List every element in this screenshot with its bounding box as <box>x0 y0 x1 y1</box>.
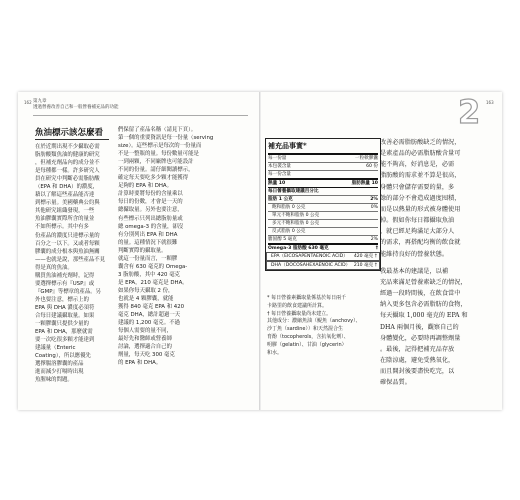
facts-row <box>268 243 378 252</box>
text-line: 的 EPA 和 DHA。 <box>118 360 162 367</box>
text-line: 建議量（Enteric <box>35 345 76 352</box>
facts-row-label: 單元不飽和脂肪 0 公克 <box>272 212 320 218</box>
facts-row-value: 210 毫克 † <box>353 262 377 268</box>
facts-row <box>268 195 378 203</box>
text-line: 脂肪酸類魚油的健康的研究 <box>35 152 100 159</box>
facts-row <box>266 261 380 270</box>
facts-row <box>268 219 378 227</box>
facts-row-value: † <box>375 245 378 251</box>
middle-column-text <box>118 126 214 367</box>
text-line: 一顆膠囊只提供少量的 <box>35 321 89 328</box>
text-line: 要選擇標示有『USP』或 <box>35 280 95 287</box>
facts-row-label: Omega-3 脂肪酸 630 毫克 <box>268 245 329 251</box>
text-line: 沙丁魚（sardine））和天然混合生 <box>267 326 343 333</box>
text-line: 每天攝取 1,000 毫克的 EPA 和 <box>380 312 468 320</box>
text-line: 『GMP』等標章的產品。另 <box>35 288 101 295</box>
text-line: 一到兩顆，不同廠牌也可能設計 <box>118 159 194 166</box>
text-line: 其他成分：濃縮魚油（鯷魚（anchovy）、 <box>267 318 361 325</box>
text-line: 如果你每天攝取 2 份， <box>118 287 174 294</box>
text-line: EPA 和 DHA，那麼就需 <box>35 329 93 336</box>
text-line: ，就已經足夠滿足大部分人 <box>380 228 455 236</box>
facts-row <box>268 187 378 195</box>
text-line: 劑量，每天吃 300 毫克 <box>118 352 175 359</box>
text-line: 最好先和醫師或營養師 <box>118 336 172 343</box>
text-line: 得是真的魚油。 <box>35 264 73 271</box>
text-line: 在於近期出現不少攝取必需 <box>35 144 100 150</box>
facts-row-label: EPA（EICOSAPENTAENOIC ACID） <box>271 253 348 259</box>
facts-row-value: 2% <box>370 236 378 242</box>
facts-row-label: 每一份量 <box>268 155 287 161</box>
facts-row-label: 脂肪 1 公克 <box>268 196 293 202</box>
text-line: 掉。假如你每日都攝取魚油 <box>380 217 455 225</box>
section-title: 魚油標示該怎麼看 <box>35 128 104 138</box>
facts-row-label: 飽和脂肪 0 公克 <box>272 204 306 210</box>
text-line: 就這一份量而言，一顆膠 <box>118 255 178 262</box>
text-line: 卡路里的飲食建議所計算。 <box>267 302 328 309</box>
text-line: 能不夠高，好消息是，必需 <box>380 161 455 169</box>
text-line: 有些標示只列出總脂肪量或 <box>118 215 183 222</box>
text-line: 囊含有 630 毫克的 Omega- <box>118 263 188 270</box>
text-line: 是素產品的必需脂肪酸含量可 <box>380 150 461 158</box>
text-line: 足夠的 EPA 和 DHA。 <box>118 183 172 190</box>
text-line: 是每種都一樣。許多研究人 <box>35 168 100 175</box>
header-rule <box>33 115 248 116</box>
text-line: 其他研究組織發現，一些 <box>35 208 95 215</box>
text-line: 總攝取量。另外也要注意， <box>118 207 183 214</box>
facts-row-label: 本包裝含量 <box>268 163 291 169</box>
facts-rows <box>268 155 378 270</box>
facts-row-label: 每一份含量 <box>268 171 291 177</box>
facts-row <box>268 178 378 187</box>
text-line: DHA 兩個月後，觀察自己的 <box>380 323 459 331</box>
text-line: EPA 與 DHA 濃度必須符 <box>35 304 95 311</box>
facts-row-value: 一粒軟膠囊 <box>355 155 378 161</box>
facts-row <box>268 235 378 243</box>
text-line: 確保品質。 <box>380 379 411 387</box>
text-line: 要一次吃很多顆才能達到 <box>35 337 95 344</box>
text-line: 選擇腸溶膠囊的產品 <box>35 361 84 368</box>
text-line: 總 omega-3 的含量，卻沒 <box>118 223 184 230</box>
text-line: 而且開封後要盡快吃完，以 <box>380 368 455 376</box>
facts-row-label: 每日營養攝取建議百分比 <box>268 188 319 194</box>
text-line: * 每日營養素攝取量係基於每日兩千 <box>267 295 347 301</box>
chapter-header <box>33 99 119 111</box>
facts-row-value: 2% <box>370 196 378 202</box>
text-line: 毫克 DHA，總計超過一天 <box>118 312 181 319</box>
text-line: 是 EPA，210 毫克是 DHA。 <box>118 279 188 286</box>
text-line: 每個人需要的量不同， <box>118 328 172 335</box>
text-line: 不如所標示。其中有多 <box>35 224 89 231</box>
text-line: 的需求，再搭配均衡的飲食就 <box>380 239 461 247</box>
text-line: 能維持良好的營養狀態。 <box>380 250 449 258</box>
text-line: 也就是 4 顆膠囊，就能 <box>118 295 174 302</box>
supplement-facts-note <box>267 295 379 357</box>
text-line: 改善必需脂肪酸缺乏的情況， <box>380 139 461 146</box>
text-line: 建議的 1,200 毫克。不過 <box>118 320 180 327</box>
section-title-rule <box>35 139 109 140</box>
text-line: 不同的份量。請仔細閱讀標示， <box>118 167 194 174</box>
text-line: 每日的份數，才會是一天的 <box>118 199 183 206</box>
supplement-facts-panel <box>265 138 381 271</box>
text-line: 份產品的濃度只達標示量的 <box>35 232 100 239</box>
text-line: 有分別列出 EPA 和 DHA <box>118 231 178 238</box>
facts-row-label: DHA（DOCOSAHEXAENOIC ACID） <box>271 262 351 268</box>
text-line: （EPA 和 DHA）的濃度， <box>35 184 99 191</box>
facts-row-value: 脂肪熱量 10 <box>351 180 378 186</box>
text-line: 和水。 <box>267 349 283 356</box>
facts-row <box>266 252 380 261</box>
text-line: 在陰涼處，避免受熱氧化， <box>380 356 455 364</box>
text-line: 到標示量。美國藥典公約與 <box>35 200 100 207</box>
text-line: 我最基本的建議是，以補 <box>380 267 449 275</box>
text-line: 經過一段時間後，在飲食當中 <box>380 290 461 298</box>
chapter-subtitle: 透過營養改善自己和一般營養補充品的功能 <box>33 105 119 110</box>
facts-row <box>268 203 378 211</box>
facts-row <box>268 227 378 235</box>
text-line: 明膠（gelatin）、甘油（glycerin） <box>267 341 347 348</box>
text-line: 。最後，記得把補充品存放 <box>380 345 455 353</box>
text-line: 的量。這種情況下就很難 <box>118 239 178 246</box>
text-line: 脂肪酸的需求並不算是很高， <box>380 172 461 180</box>
text-line: Coating），所以應優先 <box>35 353 91 360</box>
facts-row <box>268 155 378 162</box>
text-line: 員在研究中判斷必需脂肪酸 <box>35 176 100 183</box>
text-line: 餘的部分不會造成過度囤積， <box>380 194 461 202</box>
text-line: 第一個的重要資訊是每一份量（serving <box>118 135 214 142</box>
text-line: 充品來滿足營養素缺乏的情況， <box>380 278 467 286</box>
text-line: 百分之一以下。又或者每顆 <box>35 240 100 247</box>
right-column-text <box>380 137 466 388</box>
text-line: 膠囊的成分根本與魚油無關 <box>35 248 100 255</box>
facts-row-label: 多元不飽和脂肪 0 公克 <box>272 220 320 226</box>
text-line: 判斷實際的攝取量。 <box>118 247 167 254</box>
text-line: 魚油膠囊實際所含的量並 <box>35 216 95 223</box>
facts-row-value: 60 份 <box>366 163 378 169</box>
facts-row <box>268 162 378 170</box>
chapter-label: 第九章 <box>33 99 47 104</box>
text-line: 而是以熱量的形式被身體使用 <box>380 205 461 213</box>
text-line: size）。這些標示是每次的一份量而 <box>118 143 202 150</box>
supplement-facts-title: 補充品事實* <box>268 141 307 150</box>
right-page-number: 163 <box>486 100 494 105</box>
text-line: 納入更多包含必需脂肪的食物， <box>380 301 467 309</box>
text-line: 進而減少打嗝時出現 <box>35 369 84 376</box>
text-line: 外也要注意，標示上的 <box>35 296 89 303</box>
text-line: 育酚（tocopherols，含抗氧化劑）、 <box>267 333 349 340</box>
text-line: 確定每天要吃多少顆才能獲得 <box>118 175 189 182</box>
book-gutter <box>259 92 261 410</box>
facts-row-value: 0% <box>370 204 378 210</box>
text-line: 身體變化，必要時再調整劑量 <box>380 334 461 342</box>
text-line: 3 脂肪酸，其中 420 毫克 <box>118 271 180 278</box>
text-line: 獲得 840 毫克 EPA 和 420 <box>118 304 185 311</box>
text-line: 魚腥味的問題。 <box>35 377 73 384</box>
chapter-big-number: 2 <box>458 93 481 131</box>
facts-row-label: 熱量 10 <box>268 180 286 186</box>
text-line: 購買魚油補充劑時，記得 <box>35 272 95 279</box>
text-line: 不是一整瓶的量。每份數量可能是 <box>118 151 199 158</box>
text-line: 們保留了產品名稱（請見下頁）。 <box>118 127 197 133</box>
text-line: ——也就是說，那些產品不見 <box>35 256 106 263</box>
text-line: ，但補充劑品內的成分並不 <box>35 160 100 167</box>
text-line: 合每日建議攝取量。如果 <box>35 312 95 319</box>
facts-row-value: 420 毫克 † <box>353 253 377 259</box>
facts-row-label: 膽固醇 5 毫克 <box>268 236 297 242</box>
facts-row <box>268 170 378 178</box>
text-line: 藉以了解這些產品能否達 <box>35 192 95 199</box>
facts-row <box>268 211 378 219</box>
left-page-number: 162 <box>24 100 32 105</box>
left-column-text <box>35 143 110 384</box>
text-line: 計算時要將每份的含量乘以 <box>118 191 183 198</box>
text-line: † 每日營養攝取量尚未建立。 <box>267 310 332 317</box>
text-line: 討論，選擇適合自己的 <box>118 344 172 351</box>
text-line: 身體只會儲存需要的量，多 <box>380 183 455 191</box>
facts-row-label: 反式脂肪 0 公克 <box>272 228 306 234</box>
